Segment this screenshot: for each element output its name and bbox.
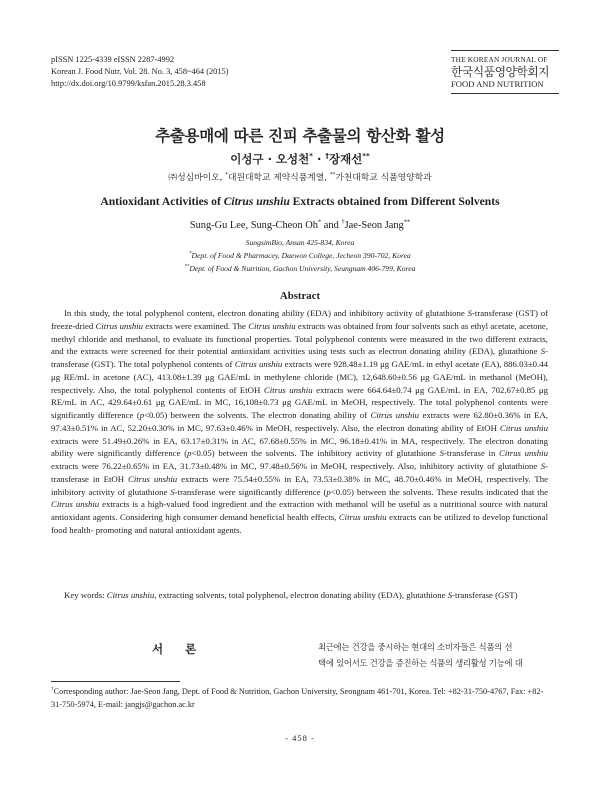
abstract-text: <0.05) between the solvents. The electron donating ability of [144, 410, 371, 420]
abstract-text: -transferase in EtOH [51, 461, 548, 484]
abstract-italic: Citrus unshiu [234, 359, 283, 369]
affiliation-mark: * [225, 172, 228, 179]
affiliation-mark: * [189, 251, 192, 257]
korean-affiliations [40, 170, 560, 183]
keywords-label: Key words: [64, 590, 107, 600]
abstract-text: extracts was obtained from four solvents such as ethyl acetate, acetone, methyl chloride and methanol, to evaluate its functional properties. Total polyphenol contents were measured in the two different extracts, and the extracts were screened for their potential antioxidant activities using tests such as electron donating ability (EDA), glutathione [51, 320, 548, 357]
title-text: Antioxidant Activities of [100, 195, 224, 208]
korean-title: 추출용매에 따른 진피 추출물의 항산화 활성 [155, 127, 445, 145]
english-affiliation-3 [40, 264, 560, 273]
keywords [64, 589, 548, 602]
abstract-italic: Citrus unshiu [499, 448, 548, 459]
affiliation-mark: ** [329, 172, 336, 179]
abstract-italic: S [439, 448, 445, 459]
author-separator: · [313, 152, 326, 166]
korean-affiliation-3: 가천대학교 식품영양학과 [335, 173, 432, 183]
journal-top-rule [451, 50, 559, 51]
abstract-text: extracts were examined. The [143, 320, 249, 331]
corresponding-author-footnote [51, 686, 551, 711]
page-number: - 458 - [285, 733, 315, 743]
keyword-italic: S [447, 590, 453, 600]
abstract-text: -transferase (GST). The total polyphenol contents of [51, 346, 548, 369]
citation-block [51, 54, 229, 91]
issn-line: pISSN 1225-4339 eISSN 2287-4992 [51, 55, 175, 64]
abstract-italic: Citrus unshiu [127, 473, 178, 484]
abstract-italic: Citrus unshiu [338, 512, 387, 522]
introduction-body [318, 640, 550, 671]
abstract-italic: Citrus unshiu [499, 422, 548, 433]
journal-name-en-top: THE KOREAN JOURNAL OF [451, 55, 548, 64]
title-species: Citrus unshiu [223, 195, 290, 208]
affiliation-mark: ** [403, 218, 411, 226]
abstract-text: extracts were 928.48±1.19 μg GAE/mL in ethyl acetate (EA), 886.03±0.44 μg RE/mL in acetone (AC), 413.08±1.39 μg GAE/mL in methylene chloride (MC), 12,648.60±0.56 μg GAE/mL in methanol (MeOH), respectively. Also, the total polyphenol contents of EtOH [51, 359, 548, 395]
abstract-italic: p [139, 410, 145, 420]
abstract-text: extracts can be utilized to develop functional food health- promoting and natural antioxidant agents. [51, 512, 548, 535]
footnote-rule [51, 681, 180, 682]
english-authors [40, 220, 560, 231]
footnote-text: Corresponding author: Jae-Seon Jang, Dept. of Food & Nutrition, Gachon University, Seongnam 461-701, Korea. Tel: +82-31-750-4767, Fax: +82-31-750-5974, E-mail: jangjs@gachon.ac.kr [51, 687, 544, 709]
abstract-text: extracts is a high-valued food ingredient and the extraction with methanol will be useful as a nutritional source with natural antioxidant agents. Considering high consumer demand beneficial health effects, [51, 499, 548, 522]
abstract-text: extracts were 76.22±0.65% in EA, 31.73±0.48% in MC, 97.48±0.56% in MeOH, respectively. Also, inhibitory activity of glutathione [51, 461, 541, 471]
body-line: 최근에는 건강을 중시하는 현대의 소비자들은 식품의 선 [318, 642, 513, 652]
keywords-text: -transferase (GST) [452, 590, 518, 600]
abstract-body [51, 307, 548, 537]
abstract-text: -transferase (GST) of freeze-dried [51, 308, 549, 331]
abstract-italic: Citrus unshiu [248, 320, 296, 331]
abstract-text: In this study, the total polyphenol content, electron donating ability (EDA) and inhibitory activity of glutathione [64, 308, 468, 318]
abstract-italic: p [187, 448, 192, 459]
abstract-text: extracts were 664.64±0.74 μg GAE/mL in EA, 702.67±0.85 μg RE/mL in AC, 429.64±0.61 μg GAE/mL in MC, 16,108±0.73 μg GAE/mL in MeOH, respectively. The total polyphenol contents were significantly difference ( [51, 384, 548, 420]
korean-author-2: 오성천 [275, 152, 310, 166]
english-author-1: Sung-Gu Lee, [189, 220, 251, 231]
abstract-text: extracts were 62.80±0.36% in EA, 97.43±0.51% in AC, 52.20±0.30% in MC, 97.63±0.46% in MeOH, respectively. Also, the electron donating ability of EtOH [51, 410, 548, 433]
abstract-italic: Citrus unshiu [51, 499, 100, 510]
keyword-species: Citrus unshiu [106, 590, 155, 600]
abstract-heading: Abstract [279, 290, 321, 302]
author-separator: · [263, 152, 276, 166]
abstract-italic: S [467, 308, 472, 318]
abstract-italic: S [170, 486, 175, 497]
english-affiliation-1: SungsimBio, Ansan 425-834, Korea [245, 238, 355, 247]
english-title [40, 195, 560, 208]
abstract-italic: Citrus unshiu [263, 384, 313, 395]
abstract-italic: S [540, 461, 546, 471]
abstract-italic: Citrus unshiu [95, 320, 144, 331]
abstract-text: <0.05) between the solvents. These results indicated that the [330, 486, 548, 497]
affiliation-mark: ** [362, 151, 370, 161]
korean-affiliation-2: 대원대학교 제약식품계열, [228, 173, 328, 183]
journal-logo [451, 50, 559, 94]
english-author-3: Jae-Seon Jang [344, 220, 404, 231]
affiliation-mark: ** [184, 264, 190, 270]
abstract-italic: p [326, 486, 331, 497]
title-text: Extracts obtained from Different Solvents [289, 195, 500, 208]
abstract-text: extracts were 51.49±0.26% in EA, 63.17±0.31% in AC, 67.68±0.55% in MC, 96.18±0.41% in MA, respectively. The electron donating ability were significantly difference ( [51, 435, 548, 459]
keywords-text: , extracting solvents, total polyphenol, electron donating ability (EDA), glutathione [154, 590, 448, 600]
doi-link[interactable]: http://dx.doi.org/10.9799/ksfan.2015.28.3.458 [51, 79, 206, 89]
journal-name-ko: 한국식품영양학회지 [451, 65, 550, 79]
corresponding-mark: † [51, 686, 54, 693]
body-line: 택에 있어서도 건강을 증진하는 식품의 생리활성 기능에 대 [318, 657, 523, 668]
korean-authors [40, 151, 560, 167]
affiliation-text: Dept. of Food & Nutrition, Gachon University, Seungnam 406-799, Korea [189, 264, 416, 273]
journal-name-en-bottom: FOOD AND NUTRITION [451, 79, 544, 89]
affiliation-text: Dept. of Food & Pharmacey, Daewon College, Jecheon 390-702, Korea [191, 251, 411, 260]
affiliation-mark: * [309, 151, 314, 161]
corresponding-mark: † [325, 151, 329, 161]
journal-citation: Korean J. Food Nutr. Vol. 28. No. 3, 458~464 (2015) [51, 67, 229, 77]
english-author-2: Sung-Cheon Oh [250, 220, 318, 231]
abstract-text: <0.05) between the solvents. The inhibitory activity of glutathione [191, 448, 440, 459]
author-conjunction: and [321, 220, 342, 231]
korean-author-3: 장재선 [328, 152, 363, 166]
korean-author-1: 이성구 [230, 152, 264, 166]
korean-affiliation-1: ㈜성심바이오, [168, 173, 223, 183]
abstract-text: -transferase in [444, 448, 500, 459]
abstract-text: extracts were 75.54±0.55% in EA, 73.53±0.38% in MC, 48.70±0.46% in MeOH, respectively. The inhibitory activity of glutathione [51, 473, 548, 497]
affiliation-mark: * [317, 218, 322, 226]
journal-bottom-rule [451, 93, 559, 94]
abstract-italic: Citrus unshiu [370, 410, 420, 420]
abstract-text: -transferase were significantly difference ( [174, 486, 327, 497]
corresponding-mark: † [341, 218, 345, 226]
abstract-italic: S [540, 346, 546, 357]
section-heading-introduction: 서 론 [152, 642, 206, 656]
english-affiliation-2 [40, 251, 560, 260]
